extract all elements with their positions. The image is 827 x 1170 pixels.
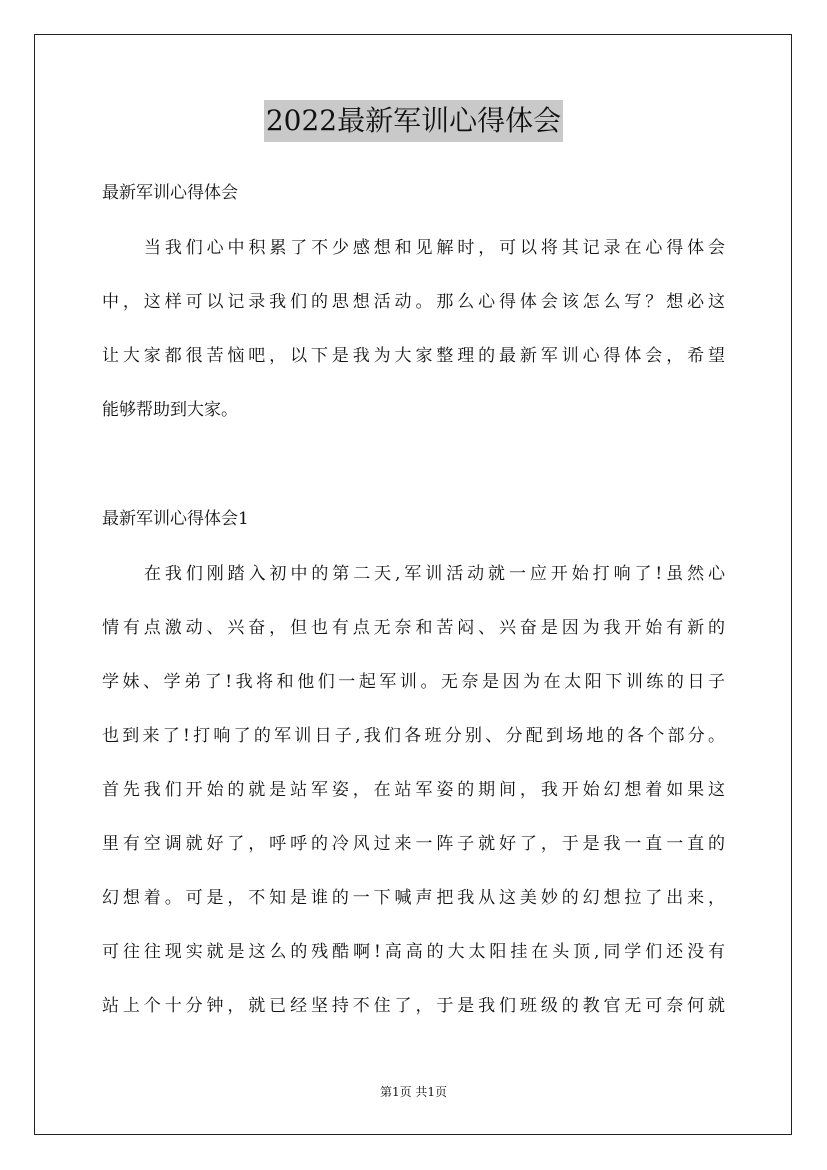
section1-line-5: 首先我们开始的就是站军姿，在站军姿的期间，我开始幻想着如果这	[102, 780, 729, 800]
section1-line-3: 学妹、学弟了!我将和他们一起军训。无奈是因为在太阳下训练的日子	[102, 672, 729, 692]
section1-line-2: 情有点激动、兴奋，但也有点无奈和苦闷、兴奋是因为我开始有新的	[102, 618, 729, 638]
section1-line-8: 可往往现实就是这么的残酷啊!高高的大太阳挂在头顶,同学们还没有	[102, 942, 729, 962]
intro-heading: 最新军训心得体会	[102, 183, 238, 203]
section1-line-9: 站上个十分钟，就已经坚持不住了，于是我们班级的教官无可奈何就	[102, 996, 729, 1016]
document-title: 2022最新军训心得体会	[264, 100, 563, 142]
section1-line-7: 幻想着。可是，不知是谁的一下喊声把我从这美妙的幻想拉了出来，	[102, 888, 729, 908]
title-container	[0, 100, 827, 142]
section1-line-6: 里有空调就好了，呼呼的冷风过来一阵子就好了，于是我一直一直的	[102, 834, 729, 854]
section1-line-1: 在我们刚踏入初中的第二天,军训活动就一应开始打响了!虽然心	[144, 564, 729, 584]
section1-heading: 最新军训心得体会1	[102, 509, 249, 529]
intro-line-3: 让大家都很苦恼吧，以下是我为大家整理的最新军训心得体会，希望	[102, 346, 729, 366]
page-footer: 第1页 共1页	[379, 1085, 448, 1099]
section1-line-4: 也到来了!打响了的军训日子,我们各班分别、分配到场地的各个部分。	[102, 726, 729, 746]
intro-line-1: 当我们心中积累了不少感想和见解时，可以将其记录在心得体会	[144, 238, 729, 258]
intro-line-4: 能够帮助到大家。	[102, 400, 238, 420]
intro-line-2: 中，这样可以记录我们的思想活动。那么心得体会该怎么写？想必这	[102, 292, 729, 312]
